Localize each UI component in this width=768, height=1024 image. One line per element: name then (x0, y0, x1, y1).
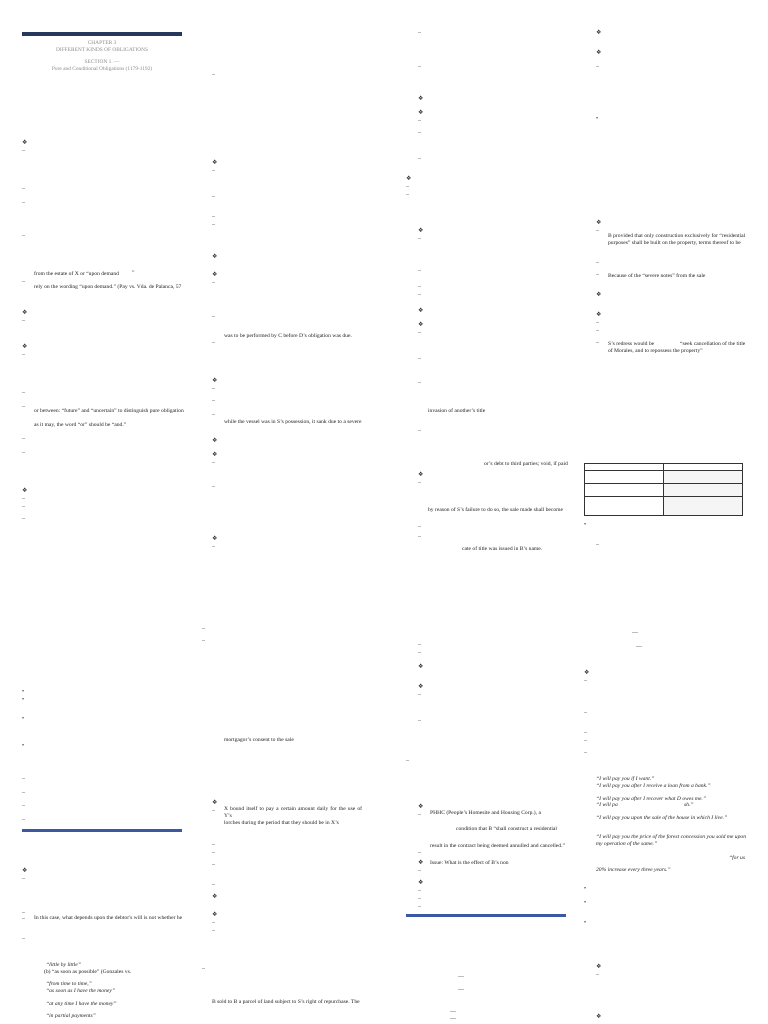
dash-marker: – (22, 803, 25, 809)
diamond-bullet-icon: ❖ (418, 308, 424, 314)
body-text: In this case, what depends upon the debtor's will is not whether he (34, 915, 183, 921)
body-text: lorches during the period that they should be in X’s (224, 820, 339, 826)
bullet-icon: • (584, 522, 587, 528)
dash-marker: – (212, 280, 215, 286)
dash-marker: – (418, 850, 421, 856)
dash-marker: – (596, 320, 599, 326)
example-quote: sh.” (684, 802, 694, 808)
dash-marker: – (418, 292, 421, 298)
dash-marker: – (212, 842, 215, 848)
body-text: “seek cancellation of the title (680, 341, 746, 347)
dash-marker: – (22, 450, 25, 456)
diamond-bullet-icon: ❖ (418, 684, 424, 690)
bullet-icon: • (596, 116, 599, 122)
diamond-bullet-icon: ❖ (596, 30, 602, 36)
diamond-bullet-icon: ❖ (418, 110, 424, 116)
dash-marker: – (406, 758, 409, 764)
dash-marker: – (212, 340, 215, 346)
diamond-bullet-icon: ❖ (212, 894, 218, 900)
dash-marker: – (22, 390, 25, 396)
diamond-bullet-icon: ❖ (596, 312, 602, 318)
diamond-bullet-icon: ❖ (418, 860, 424, 866)
body-text: X bound itself to pay a certain amount daily for the use of Y’s (224, 806, 362, 819)
dash-marker: – (418, 118, 421, 124)
body-text: invasion of another’s title (428, 408, 486, 414)
diamond-bullet-icon: ❖ (596, 50, 602, 56)
dash-marker: – (22, 279, 25, 285)
dash-marker: – (596, 272, 599, 278)
dash-marker: – (22, 352, 25, 358)
example-quote: “I will pa (596, 802, 618, 808)
example-quote: “in partial payments” (46, 1013, 96, 1019)
dash-marker: – (418, 812, 421, 818)
diamond-bullet-icon: ❖ (596, 1014, 602, 1020)
diamond-bullet-icon: ❖ (584, 670, 590, 676)
body-text: Because of the “severe notes” from the sale (608, 273, 706, 279)
example-quote: “at any time I have the money” (46, 1001, 117, 1007)
diamond-bullet-icon: ❖ (406, 176, 412, 182)
dash-marker: – (418, 888, 421, 894)
dash-marker: – (22, 936, 25, 942)
diamond-bullet-icon: ❖ (418, 322, 424, 328)
dash-marker: – (212, 386, 215, 392)
section-title: Pure and Conditional Obligations (1179-1192) (51, 65, 153, 72)
example-quote: “I will pay you upon the sale of the house in which I live.” (596, 815, 728, 821)
dash-marker: – (418, 30, 421, 36)
diamond-bullet-icon: ❖ (22, 868, 28, 874)
bullet-icon: • (584, 900, 587, 906)
body-text: of Morales, and to repossess the property” (608, 348, 703, 354)
dash-marker: – (212, 460, 215, 466)
table-cell (664, 464, 743, 471)
dash-marker: – (212, 168, 215, 174)
dash-marker: – (22, 148, 25, 154)
dash-marker: – (202, 626, 205, 632)
dash-marker: – (418, 130, 421, 136)
diamond-bullet-icon: ❖ (212, 272, 218, 278)
dash-marker: — (632, 630, 638, 636)
chapter-title: DIFFERENT KINDS OF OBLIGATIONS (56, 46, 148, 53)
dash-marker: – (22, 436, 25, 442)
dash-marker: – (212, 214, 215, 220)
dash-marker: – (418, 156, 421, 162)
summary-table (584, 463, 743, 516)
body-text: as it may, the word “or” should be “and.” (34, 422, 127, 428)
example-quote: “I will pay you the price of the forest concession you sold me upon my operation of the same.” (596, 834, 746, 847)
diamond-bullet-icon: ❖ (212, 536, 218, 542)
example-quote: (b) “as soon as possible” (Gonzales vs. (44, 969, 132, 975)
diamond-bullet-icon: ❖ (596, 220, 602, 226)
dash-marker: – (22, 318, 25, 324)
example-quote: “I will pay you after I receive a loan from a bank.” (596, 783, 711, 789)
dash-marker: – (418, 534, 421, 540)
dash-marker: – (584, 730, 587, 736)
dash-marker: – (584, 738, 587, 744)
diamond-bullet-icon: ❖ (212, 254, 218, 260)
body-text: from the estate of X or “upon demand (34, 271, 119, 277)
bullet-icon: • (584, 886, 587, 892)
dash-marker: – (596, 64, 599, 70)
dash-marker: — (636, 644, 642, 650)
dash-marker: – (22, 916, 25, 922)
dash-marker: – (418, 236, 421, 242)
body-text: mortgagor’s consent to the sale (224, 737, 294, 743)
body-text: B provided that only construction exclusively for “residential (608, 233, 746, 239)
bullet-icon: • (22, 697, 25, 703)
body-paragraph (430, 810, 564, 817)
table-cell (664, 484, 743, 497)
diamond-bullet-icon: ❖ (596, 964, 602, 970)
diamond-bullet-icon: ❖ (418, 664, 424, 670)
dash-marker: – (418, 524, 421, 530)
example-quote: “for us (729, 855, 746, 861)
dash-marker: – (406, 184, 409, 190)
dash-marker: – (596, 340, 599, 346)
dash-marker: – (418, 650, 421, 656)
dash-marker: – (22, 200, 25, 206)
diamond-bullet-icon: ❖ (212, 452, 218, 458)
body-text: condition that B “shall construct a residential (456, 826, 557, 832)
diamond-bullet-icon: ❖ (418, 96, 424, 102)
body-paragraph (224, 806, 362, 827)
dash-marker: – (418, 896, 421, 902)
dash-marker: – (418, 718, 421, 724)
diamond-bullet-icon: ❖ (418, 472, 424, 478)
dash-marker: — (458, 987, 464, 993)
dash-marker: – (596, 972, 599, 978)
dash-marker: – (406, 192, 409, 198)
dash-marker: – (584, 710, 587, 716)
diamond-bullet-icon: ❖ (418, 804, 424, 810)
dash-marker: — (450, 1009, 456, 1015)
diamond-bullet-icon: ❖ (212, 912, 218, 918)
dash-marker: – (418, 480, 421, 486)
diamond-bullet-icon: ❖ (418, 880, 424, 886)
dash-marker: – (418, 904, 421, 910)
dash-marker: – (22, 876, 25, 882)
dash-marker: – (212, 920, 215, 926)
dash-marker: – (22, 776, 25, 782)
dash-marker: – (22, 504, 25, 510)
table-cell (585, 471, 664, 484)
bullet-icon: • (584, 920, 587, 926)
dash-marker: – (212, 72, 215, 78)
bullet-icon: • (22, 743, 25, 749)
table-cell (664, 497, 743, 516)
dash-marker: – (418, 356, 421, 362)
dash-marker: – (584, 750, 587, 756)
dash-marker: – (212, 808, 215, 814)
example-quote: “I will pay you after I recover what D owes me.” (596, 796, 706, 802)
dash-marker: – (418, 428, 421, 434)
body-text: or between: “future” and “uncertain” to distinguish pure obligation (34, 408, 184, 414)
dash-marker: – (212, 544, 215, 550)
dash-marker: – (22, 404, 25, 410)
dash-marker: – (212, 314, 215, 320)
dash-marker: – (212, 882, 215, 888)
diamond-bullet-icon: ❖ (212, 438, 218, 444)
column-2 (202, 0, 382, 1024)
bullet-icon: • (22, 689, 25, 695)
table-cell (585, 497, 664, 516)
body-text: Issue: What is the effect of B’s non (430, 860, 509, 866)
dash-marker: – (22, 186, 25, 192)
diamond-bullet-icon: ❖ (22, 140, 28, 146)
dash-marker: – (212, 928, 215, 934)
diamond-bullet-icon: ❖ (596, 292, 602, 298)
table-cell (585, 464, 664, 471)
body-text: B sold to B a parcel of land subject to S’s right of repurchase. The (212, 999, 360, 1005)
dash-marker: – (584, 678, 587, 684)
diamond-bullet-icon: ❖ (212, 800, 218, 806)
section-divider (22, 829, 182, 832)
body-text: S’s redress would be (608, 341, 655, 347)
diamond-bullet-icon: ❖ (22, 344, 28, 350)
dash-marker: – (596, 328, 599, 334)
body-text: while the vessel was in S’s possession, it sank due to a severe (224, 419, 362, 425)
dash-marker: – (22, 516, 25, 522)
dash-marker: – (212, 862, 215, 868)
dash-marker: – (22, 790, 25, 796)
dash-marker: – (418, 380, 421, 386)
body-text: result in the contract being deemed annulled and cancelled.” (430, 843, 565, 849)
dash-marker: – (418, 330, 421, 336)
column-3 (404, 0, 576, 1024)
diamond-bullet-icon: ❖ (212, 160, 218, 166)
example-quote: “I will pay you if I want.” (596, 776, 655, 782)
dash-marker: – (418, 64, 421, 70)
dash-marker: – (22, 233, 25, 239)
dash-marker: – (212, 222, 215, 228)
example-quote: “from time to time,” (46, 981, 92, 987)
chapter-number: CHAPTER 3 (87, 40, 117, 46)
section-number: SECTION 1. — (84, 59, 120, 66)
dash-marker: – (596, 542, 599, 548)
dash-marker: — (458, 974, 464, 980)
dash-marker: – (418, 868, 421, 874)
diamond-bullet-icon: ❖ (22, 488, 28, 494)
dash-marker: – (418, 268, 421, 274)
column-4 (584, 0, 746, 1024)
table-cell (585, 484, 664, 497)
diamond-bullet-icon: ❖ (22, 310, 28, 316)
body-text: cate of title was issued in B’s name. (462, 546, 543, 552)
body-text: rely on the wording “upon demand.” (Pay vs. Vda. de Palanca, 57 (34, 284, 182, 290)
column-1 (22, 0, 194, 1024)
example-quote: 20% increase every three years.” (596, 867, 671, 873)
body-text: was to be performed by C before D’s obligation was due. (224, 333, 352, 339)
body-text: by reason of S’s failure to do so, the sale made shall become (428, 507, 563, 513)
header-bar (22, 32, 182, 36)
dash-marker: – (22, 817, 25, 823)
bullet-icon: • (22, 716, 25, 722)
dash-marker: – (418, 642, 421, 648)
section-divider (406, 914, 566, 917)
dash-marker: – (212, 194, 215, 200)
dash-marker: – (596, 260, 599, 266)
dash-marker: – (596, 228, 599, 234)
dash-marker: – (212, 484, 215, 490)
body-text: ” (132, 270, 135, 276)
example-quote: “as soon as I have the money” (46, 988, 115, 994)
dash-marker: — (450, 1016, 456, 1022)
diamond-bullet-icon: ❖ (212, 378, 218, 384)
example-quote: “little by little” (46, 962, 81, 968)
dash-marker: – (202, 966, 205, 972)
dash-marker: – (418, 284, 421, 290)
body-text: PHHC (People’s Homesite and Housing Corp.), a (430, 810, 541, 816)
chapter-heading (22, 40, 182, 72)
body-text: or’s debt to third parties; void, if paid (484, 461, 568, 467)
dash-marker: – (22, 496, 25, 502)
dash-marker: – (202, 638, 205, 644)
dash-marker: – (212, 398, 215, 404)
dash-marker: – (212, 412, 215, 418)
dash-marker: – (22, 910, 25, 916)
diamond-bullet-icon: ❖ (418, 228, 424, 234)
body-text: purposes” shall be built on the property, terms thereof to be (608, 240, 741, 246)
dash-marker: – (418, 692, 421, 698)
dash-marker: – (212, 850, 215, 856)
table-cell (664, 471, 743, 484)
